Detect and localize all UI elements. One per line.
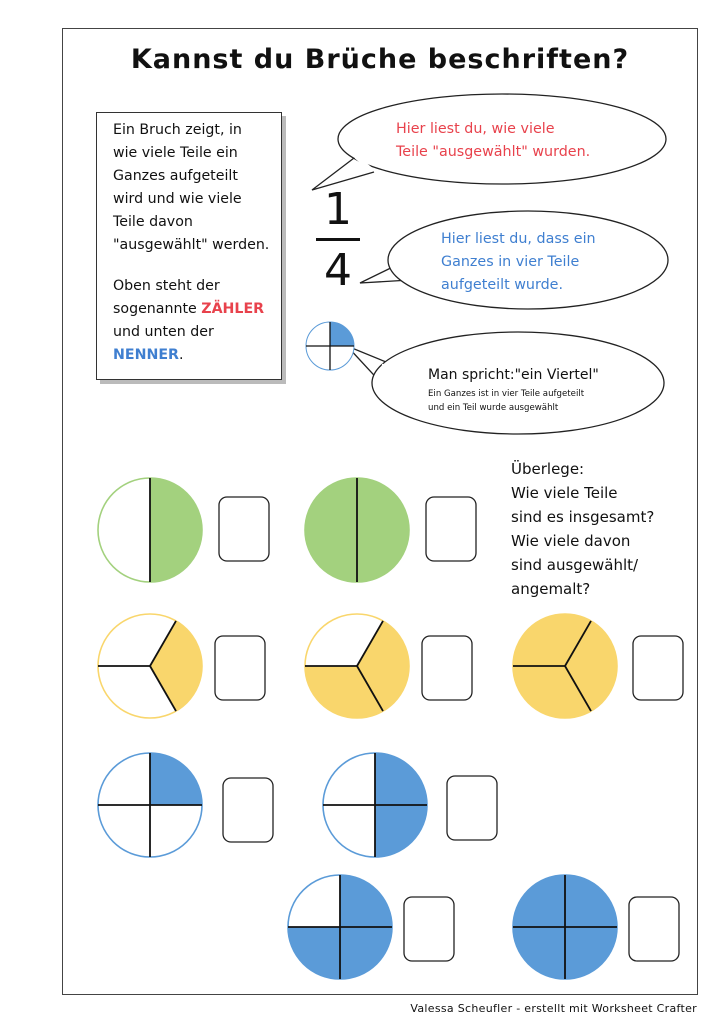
answer-box[interactable]: [219, 497, 269, 561]
answer-box[interactable]: [404, 897, 454, 961]
fraction-denominator: 4: [324, 245, 352, 296]
definition-line: Teile davon: [113, 214, 193, 230]
definition-line: Ganzes aufgeteilt: [113, 168, 238, 184]
exercise-4: [305, 614, 472, 718]
exercise-5: [513, 614, 683, 718]
exercise-2: [305, 478, 476, 582]
definition-line: Ein Bruch zeigt, in: [113, 122, 242, 138]
answer-box[interactable]: [426, 497, 476, 561]
think-line: sind es insgesamt?: [511, 508, 655, 526]
selected-sector: [288, 927, 340, 979]
answer-box[interactable]: [629, 897, 679, 961]
think-line: Wie viele davon: [511, 532, 631, 550]
nenner-term: NENNER: [113, 347, 179, 363]
bubble-line: Hier liest du, dass ein: [441, 231, 596, 247]
definition-period: .: [178, 347, 184, 363]
definition-line: "ausgewählt" werden.: [113, 237, 270, 253]
exercise-6: [98, 753, 273, 857]
exercise-7: [323, 753, 497, 857]
exercise-8: [288, 875, 454, 979]
exercise-3: [98, 614, 265, 718]
bubble-line: und ein Teil wurde ausgewählt: [428, 403, 559, 413]
selected-sector: [375, 805, 427, 857]
definition-text: sogenannte: [113, 301, 202, 317]
selected-sector: [150, 478, 202, 582]
definition-line: Oben steht der: [113, 278, 220, 294]
think-line: Wie viele Teile: [511, 484, 618, 502]
answer-box[interactable]: [215, 636, 265, 700]
answer-box[interactable]: [447, 776, 497, 840]
fraction-numerator: 1: [324, 184, 352, 235]
bubble-line: Ein Ganzes ist in vier Teile aufgeteilt: [428, 389, 585, 399]
selected-sector: [150, 753, 202, 805]
definition-line: und unten der: [113, 324, 214, 340]
answer-box[interactable]: [223, 778, 273, 842]
selected-sector: [375, 753, 427, 805]
think-line: Überlege:: [511, 460, 585, 478]
bubble-line: aufgeteilt wurde.: [441, 277, 564, 293]
bubble-line: Teile "ausgewählt" wurden.: [396, 144, 591, 160]
definition-line: wie viele Teile ein: [113, 145, 238, 161]
bubble-line: Hier liest du, wie viele: [396, 121, 555, 137]
exercise-1: [98, 478, 269, 582]
footer-credit: Valessa Scheufler - erstellt mit Worksheet Crafter: [410, 1002, 697, 1015]
bubble-line: Ganzes in vier Teile: [441, 254, 580, 270]
answer-box[interactable]: [633, 636, 683, 700]
think-line: angemalt?: [511, 580, 591, 598]
selected-sector: [340, 927, 392, 979]
bubble-title: Man spricht:"ein Viertel": [428, 367, 599, 383]
think-line: sind ausgewählt/: [511, 556, 639, 574]
zaehler-term: ZÄHLER: [201, 301, 265, 317]
exercise-9: [513, 875, 679, 979]
selected-sector: [340, 875, 392, 927]
definition-line: wird und wie viele: [113, 191, 242, 207]
answer-box[interactable]: [422, 636, 472, 700]
page-title: Kannst du Brüche beschriften?: [130, 44, 630, 75]
